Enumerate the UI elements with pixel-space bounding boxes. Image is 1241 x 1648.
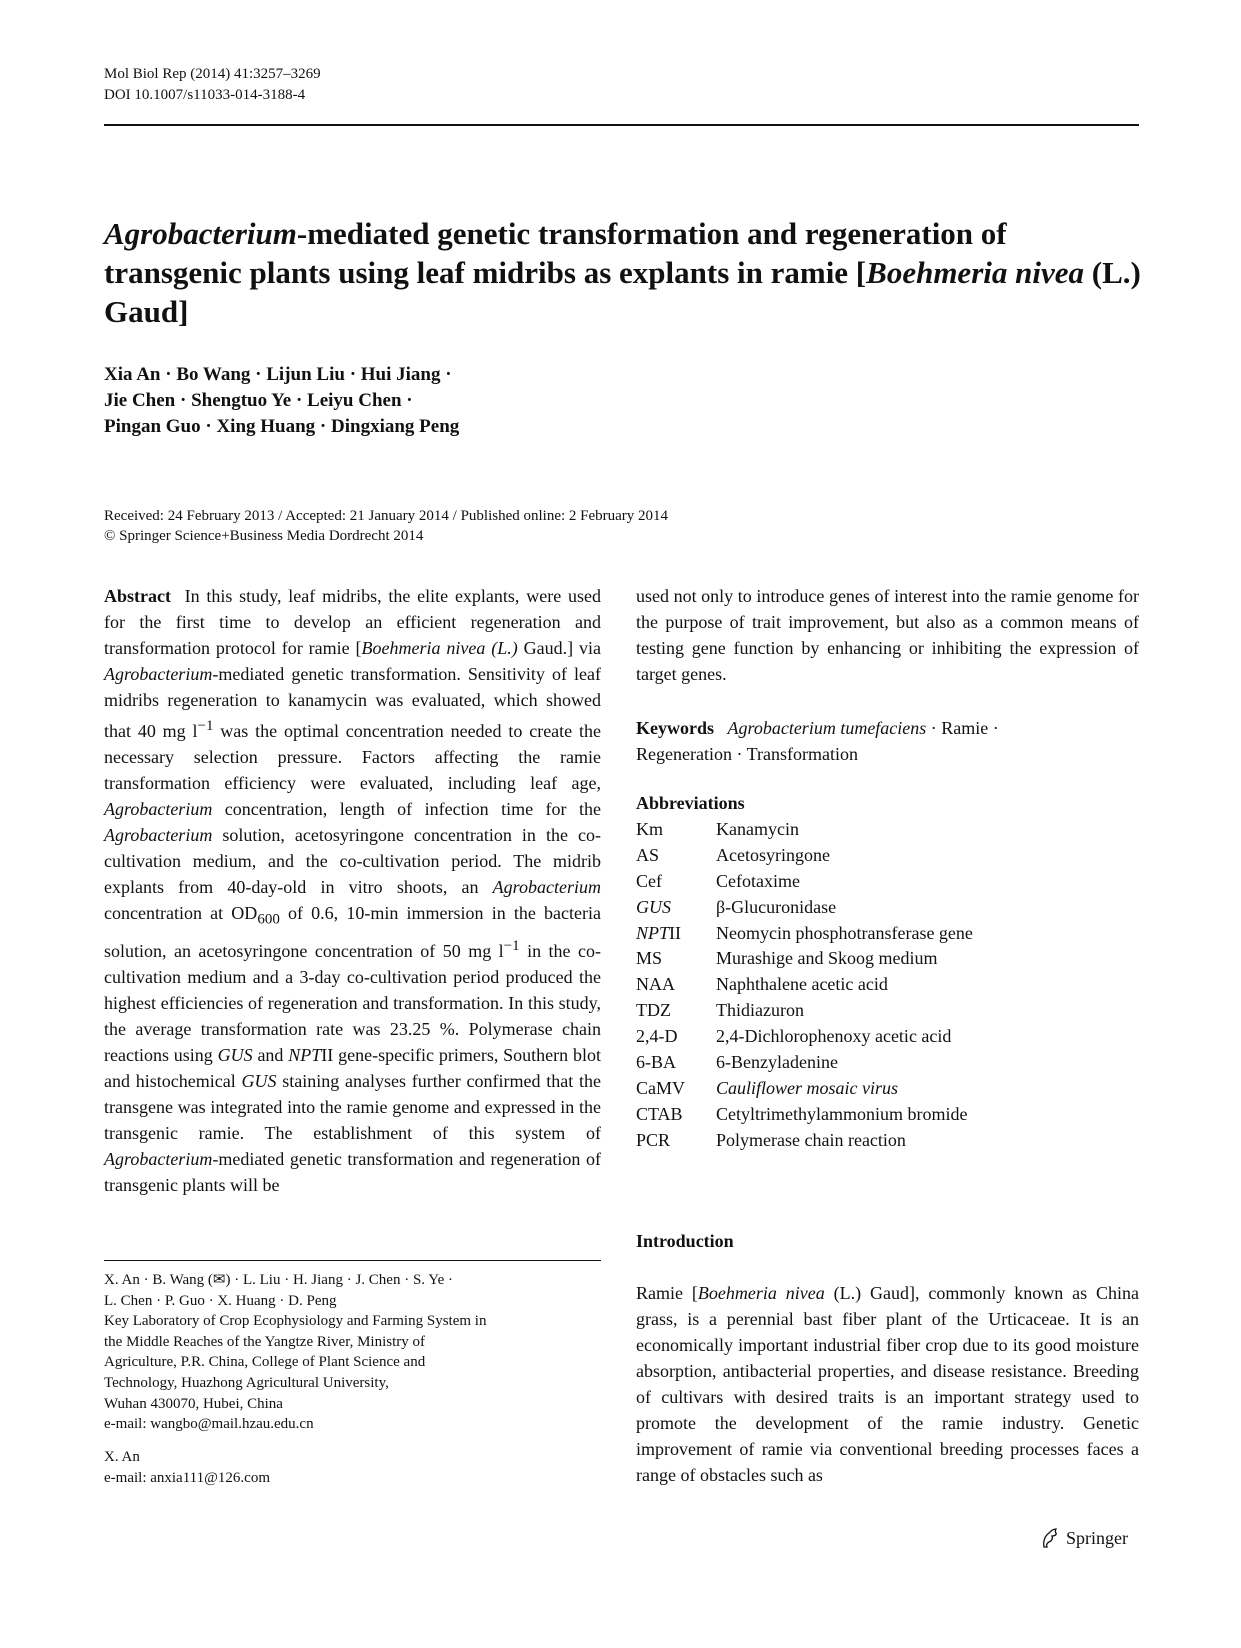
abstract-italic: Agrobacterium [104,664,213,684]
introduction-heading: Introduction [636,1231,734,1251]
contact-name: X. An [104,1449,140,1465]
abbreviation-row [636,819,973,845]
affiliation-line: Wuhan 430070, Hubei, China [104,1395,283,1412]
affiliation-line: Technology, Huazhong Agricultural University, [104,1374,389,1391]
title-tail: (L.) Gaud] [104,255,1141,329]
abstract-text: In this study, leaf midribs, the elite explants, were used for the first time to develop an efficient regeneration and transformation protocol for ramie [ [104,586,601,658]
article-dates [104,506,1139,546]
abbreviation-term: TDZ [636,1000,671,1021]
abstract-label: Abstract [104,586,171,606]
abbreviations-heading: Abbreviations [636,793,745,813]
abstract-text: concentration, length of infection time for the [212,799,601,819]
abbreviation-row [636,1026,973,1052]
journal-citation: Mol Biol Rep (2014) 41:3257–3269 [104,66,321,82]
abstract-text: and [252,1044,289,1065]
abbreviation-term: 2,4-D [636,1026,678,1047]
abstract-italic: Agrobacterium [104,1148,213,1169]
abstract-sup: −1 [503,937,520,954]
abbreviation-row [636,1130,973,1156]
abbreviation-definition: Cauliflower mosaic virus [716,1077,899,1098]
affiliation-line: the Middle Reaches of the Yangtze River, Ministry of [104,1333,426,1350]
abbreviation-definition: Naphthalene acetic acid [716,974,888,995]
abbreviation-definition: Acetosyringone [716,844,830,865]
abstract-text: staining analyses further confirmed that the transgene was integrated into the ramie genome and expressed in the transgenic ramie. The establishment of this system of [104,1070,601,1143]
abstract-text: solution, acetosyringone concentration in the co-cultivation medium, and the co-cultivation period. The midrib explants from 40-day-old in vitro shoots, an [104,825,601,897]
abbreviation-definition: Cetyltrimethylammonium bromide [716,1103,968,1124]
springer-horse-icon [1040,1527,1060,1549]
abstract-text: was the optimal concentration needed to create the necessary selection pressure. Factors affecting the ramie transformation efficiency were evaluated, including leaf age, [104,721,601,793]
abstract-sup: −1 [197,718,214,734]
author-line: Jie Chen · Shengtuo Ye · Leiyu Chen · [104,390,413,411]
abstract-text: of 0.6, 10-min immersion in the bacteria solution, an acetosyringone concentration of 50 mg l [104,903,601,961]
abstract-italic: GUS [241,1070,277,1091]
abbreviation-row [636,1000,973,1026]
keywords-label: Keywords [636,718,714,738]
abbreviation-definition: Murashige and Skoog medium [716,948,938,969]
doi[interactable]: DOI 10.1007/s11033-014-3188-4 [104,87,306,103]
abbreviation-row [636,974,973,1000]
author-line: Pingan Guo · Xing Huang · Dingxiang Peng [104,416,460,437]
keyword: Regeneration · Transformation [636,744,858,764]
keyword: Agrobacterium tumefaciens [727,718,927,738]
abbreviation-term: 6-BA [636,1052,676,1073]
author-contact [104,1447,601,1488]
abbreviation-row [636,948,973,974]
abstract-text: -mediated genetic transformation and regeneration of transgenic plants will be [104,1148,601,1195]
abbreviation-row [636,1052,973,1078]
abbreviation-term: NPTII [636,922,682,943]
author-affiliation [104,1270,601,1435]
abstract-italic: Boehmeria nivea (L.) [361,638,518,658]
abstract-text: concentration at OD [104,903,258,923]
abstract-italic: GUS [217,1044,253,1065]
journal-header [104,64,321,106]
intro-text: Ramie [ [636,1283,698,1303]
abstract-italic: Agrobacterium [104,799,213,819]
abbreviation-row [636,871,973,897]
email-link[interactable]: e-mail: wangbo@mail.hzau.edu.cn [104,1416,314,1433]
abstract-text: Gaud.] via [517,638,601,658]
abstract-continued [636,583,1139,687]
intro-italic: Boehmeria nivea [697,1283,825,1303]
abbreviation-definition: β-Glucuronidase [716,896,837,917]
abbreviations-table [636,819,973,1156]
title-species: Boehmeria nivea [866,255,1084,290]
keyword: · Ramie · [926,718,999,738]
abbreviation-term: MS [636,948,663,969]
abstract-text: -mediated genetic transformation. Sensitivity of leaf midribs regeneration to kanamycin was evaluated, which showed that 40 mg l [104,664,601,741]
abstract-italic: NPT [288,1044,322,1065]
abbreviation-definition: Kanamycin [716,819,799,839]
affiliation-line: Key Laboratory of Crop Ecophysiology and Farming System in [104,1313,487,1330]
abbreviation-term: PCR [636,1129,671,1150]
intro-text: (L.) Gaud], commonly known as China grass, is a perennial bast fiber plant of the Urticaceae. It is an economically important industrial fiber crop due to its good moisture absorption, antibacterial properties, and disease resistance. Breeding of cultivars with desired traits is an important strategy used to promote the development of the ramie industry. Genetic improvement of ramie via conventional breeding processes faces a range of obstacles such as [636,1283,1140,1485]
abbreviation-row [636,1078,973,1104]
abbreviation-definition: Polymerase chain reaction [716,1129,906,1150]
abbreviation-row [636,923,973,949]
abbreviation-row [636,897,973,923]
abbreviation-definition: Thidiazuron [716,1000,804,1021]
title-genus: Agrobacterium [104,216,297,251]
abbreviation-term: CaMV [636,1077,685,1098]
abstract-text: II gene-specific primers, Southern blot and histochemical [104,1044,601,1091]
affiliation-line: Agriculture, P.R. China, College of Plant Science and [104,1354,426,1371]
publisher-logo [1040,1527,1128,1549]
abbreviation-definition: Neomycin phosphotransferase gene [716,922,973,943]
abbreviation-term: Km [636,819,663,839]
author-list [104,362,664,440]
introduction-text [636,1280,1139,1488]
footnote-rule [104,1260,601,1261]
abstract-continuation: used not only to introduce genes of interest into the ramie genome for the purpose of trait improvement, but also as a common means of testing gene function by enhancing or inhibiting the expression of target genes. [636,586,1139,684]
abbreviation-row [636,845,973,871]
abbreviation-definition: Cefotaxime [716,870,800,891]
abbreviation-row [636,1104,973,1130]
abbreviation-term: GUS [636,896,671,917]
abbreviation-term: CTAB [636,1103,683,1124]
abstract-italic: Agrobacterium [104,825,213,845]
email-link[interactable]: e-mail: anxia111@126.com [104,1469,270,1486]
keywords [636,715,1139,767]
abbreviation-definition: 2,4-Dichlorophenoxy acetic acid [716,1026,952,1047]
abbreviation-definition: 6-Benzyladenine [716,1052,838,1073]
abstract-italic: Agrobacterium [492,877,601,897]
abbreviation-term: AS [636,844,660,865]
article-title [104,214,1144,331]
abstract [104,583,601,1198]
received-accepted: Received: 24 February 2013 / Accepted: 21 January 2014 / Published online: 2 February 2014 [104,508,669,524]
abbreviation-term: NAA [636,974,675,995]
author-line: Xia An · Bo Wang · Lijun Liu · Hui Jiang · [104,364,452,385]
abstract-text: in the co-cultivation medium and a 3-day co-cultivation period produced the highest efficiencies of regeneration and transformation. In this study, the average transformation rate was 23.25 %. Polymerase chain reactions using [104,940,601,1065]
affiliation-authors: X. An · B. Wang (✉) · L. Liu · H. Jiang · J. Chen · S. Ye · [104,1272,453,1288]
abstract-sub: 600 [257,911,280,928]
publisher-name: Springer [1066,1527,1128,1548]
header-rule [104,124,1139,126]
affiliation-authors: L. Chen · P. Guo · X. Huang · D. Peng [104,1292,337,1309]
copyright: © Springer Science+Business Media Dordrecht 2014 [104,528,424,544]
abbreviation-term: Cef [636,870,662,891]
title-text: -mediated genetic transformation and regeneration of transgenic plants using leaf midribs as explants in ramie [ [104,216,1007,290]
